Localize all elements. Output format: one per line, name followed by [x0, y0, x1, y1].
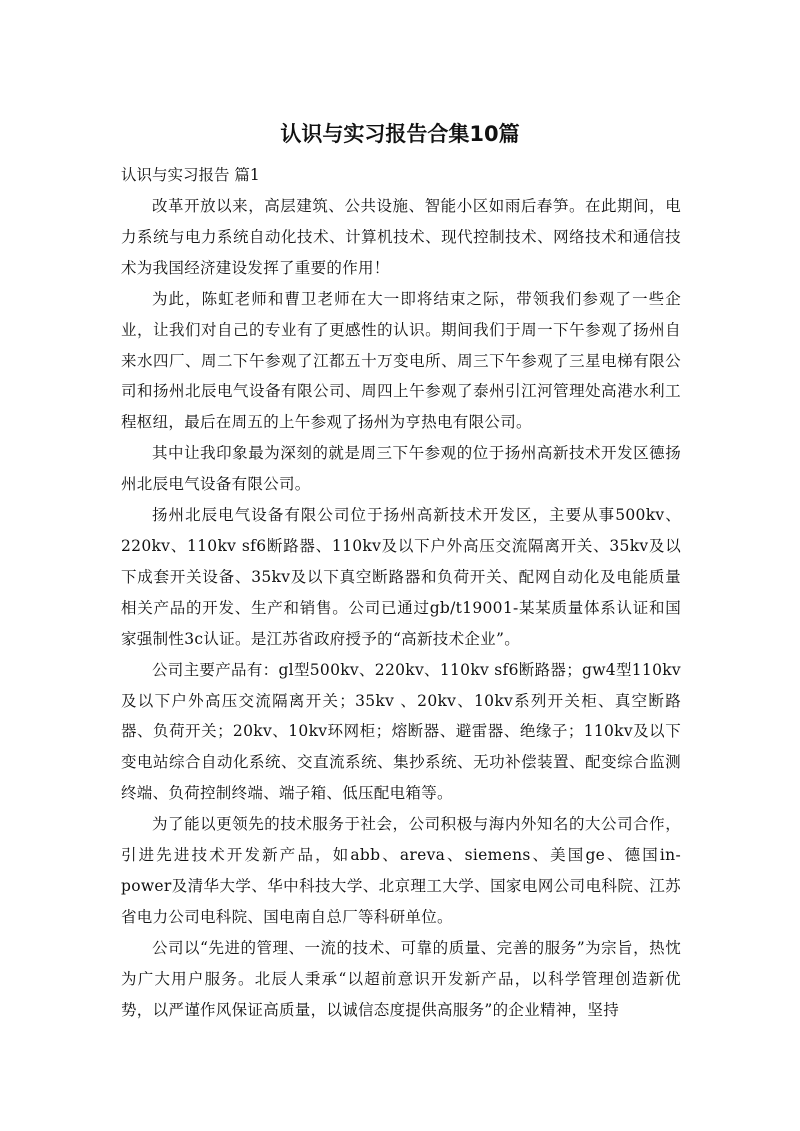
paragraph: 公司主要产品有：gl型500kv、220kv、110kv sf6断路器；gw4型110kv及以下户外高压交流隔离开关；35kv 、20kv、10kv系列开关柜、真空断路器、负荷开关；20kv、10kv环网柜；熔断器、避雷器、绝缘子；110kv及以下变电站综合自动化系统、交直流系统、集抄系统、无功补偿装置、配变综合监测终端、负荷控制终端、端子箱、低压配电箱等。 — [121, 660, 681, 803]
paragraph: 为了能以更领先的技术服务于社会，公司积极与海内外知名的大公司合作，引进先进技术开发新产品，如abb、areva、siemens、美国ge、德国in-power及清华大学、华中科技大学、北京理工大学、国家电网公司电科院、江苏省电力公司电科院、国电南自总厂等科研单位。 — [121, 815, 681, 926]
paragraph: 公司以“先进的管理、一流的技术、可靠的质量、完善的服务”为宗旨，热忱为广大用户服务。北辰人秉承“以超前意识开发新产品，以科学管理创造新优势，以严谨作风保证高质量，以诚信态度提供高服务”的企业精神，坚持 — [121, 938, 681, 1019]
document-title: 认识与实习报告合集10篇 — [280, 122, 520, 146]
paragraph: 扬州北辰电气设备有限公司位于扬州高新技术开发区，主要从事500kv、220kv、110kv sf6断路器、110kv及以下户外高压交流隔离开关、35kv及以下成套开关设备、35kv及以下真空断路器和负荷开关、配网自动化及电能质量相关产品的开发、生产和销售。公司已通过gb/t19001-某某质量体系认证和国家强制性3c认证。是江苏省政府授予的“高新技术企业”。 — [121, 506, 681, 648]
document-body — [121, 191, 681, 1025]
paragraph: 其中让我印象最为深刻的就是周三下午参观的位于扬州高新技术开发区德扬州北辰电气设备有限公司。 — [121, 444, 681, 494]
section-heading: 认识与实习报告 篇1 — [121, 166, 260, 184]
paragraph: 为此，陈虹老师和曹卫老师在大一即将结束之际，带领我们参观了一些企业，让我们对自己的专业有了更感性的认识。期间我们于周一下午参观了扬州自来水四厂、周二下午参观了江都五十万变电所、周三下午参观了三星电梯有限公司和扬州北辰电气设备有限公司、周四上午参观了泰州引江河管理处高港水利工程枢纽，最后在周五的上午参观了扬州为亨热电有限公司。 — [121, 289, 681, 432]
paragraph: 改革开放以来，高层建筑、公共设施、智能小区如雨后春笋。在此期间，电力系统与电力系统自动化技术、计算机技术、现代控制技术、网络技术和通信技术为我国经济建设发挥了重要的作用！ — [121, 197, 681, 277]
